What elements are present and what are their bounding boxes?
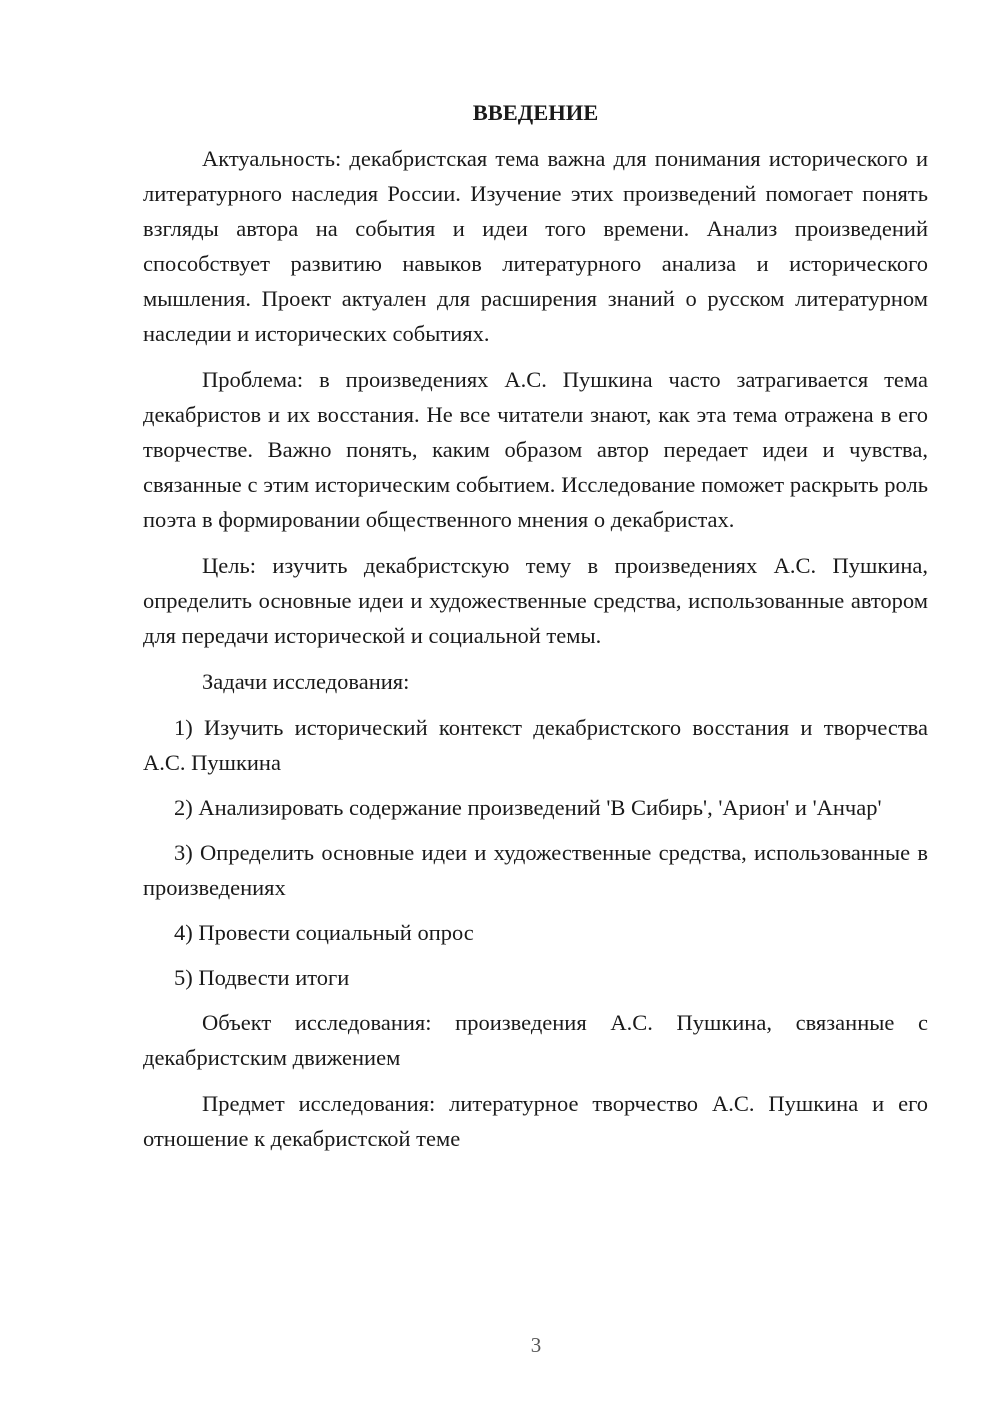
task-item: 4) Провести социальный опрос <box>174 920 474 945</box>
page-number: 3 <box>530 1333 542 1357</box>
paragraph-subject: Предмет исследования: литературное творчество А.С. Пушкина и его отношение к декабристской теме <box>143 1091 928 1151</box>
paragraph-object: Объект исследования: произведения А.С. Пушкина, связанные с декабристским движением <box>143 1010 928 1070</box>
task-item: 1) Изучить исторический контекст декабристского восстания и творчества А.С. Пушкина <box>143 715 928 775</box>
paragraph-goal: Цель: изучить декабристскую тему в произведениях А.С. Пушкина, определить основные идеи и художественные средства, использованные автором для передачи исторической и социальной темы. <box>143 553 928 648</box>
paragraph-tasks-heading: Задачи исследования: <box>202 669 410 694</box>
page-content <box>143 95 928 1167</box>
paragraph-problem: Проблема: в произведениях А.С. Пушкина часто затрагивается тема декабристов и их восстания. Не все читатели знают, как эта тема отражена в его творчестве. Важно понять, каким образом автор передает идеи и чувства, связанные с этим историческим событием. Исследование поможет раскрыть роль поэта в формировании общественного мнения о декабристах. <box>143 367 928 532</box>
task-item: 3) Определить основные идеи и художественные средства, использованные в произведениях <box>143 840 928 900</box>
section-title: ВВЕДЕНИЕ <box>472 100 599 125</box>
task-item: 2) Анализировать содержание произведений 'В Сибирь', 'Арион' и 'Анчар' <box>174 795 882 820</box>
paragraph-relevance: Актуальность: декабристская тема важна для понимания исторического и литературного наследия России. Изучение этих произведений помогает понять взгляды автора на события и идеи того времени. Анализ произведений способствует развитию навыков литературного анализа и исторического мышления. Проект актуален для расширения знаний о русском литературном наследии и исторических событиях. <box>143 146 928 346</box>
task-item: 5) Подвести итоги <box>174 965 350 990</box>
